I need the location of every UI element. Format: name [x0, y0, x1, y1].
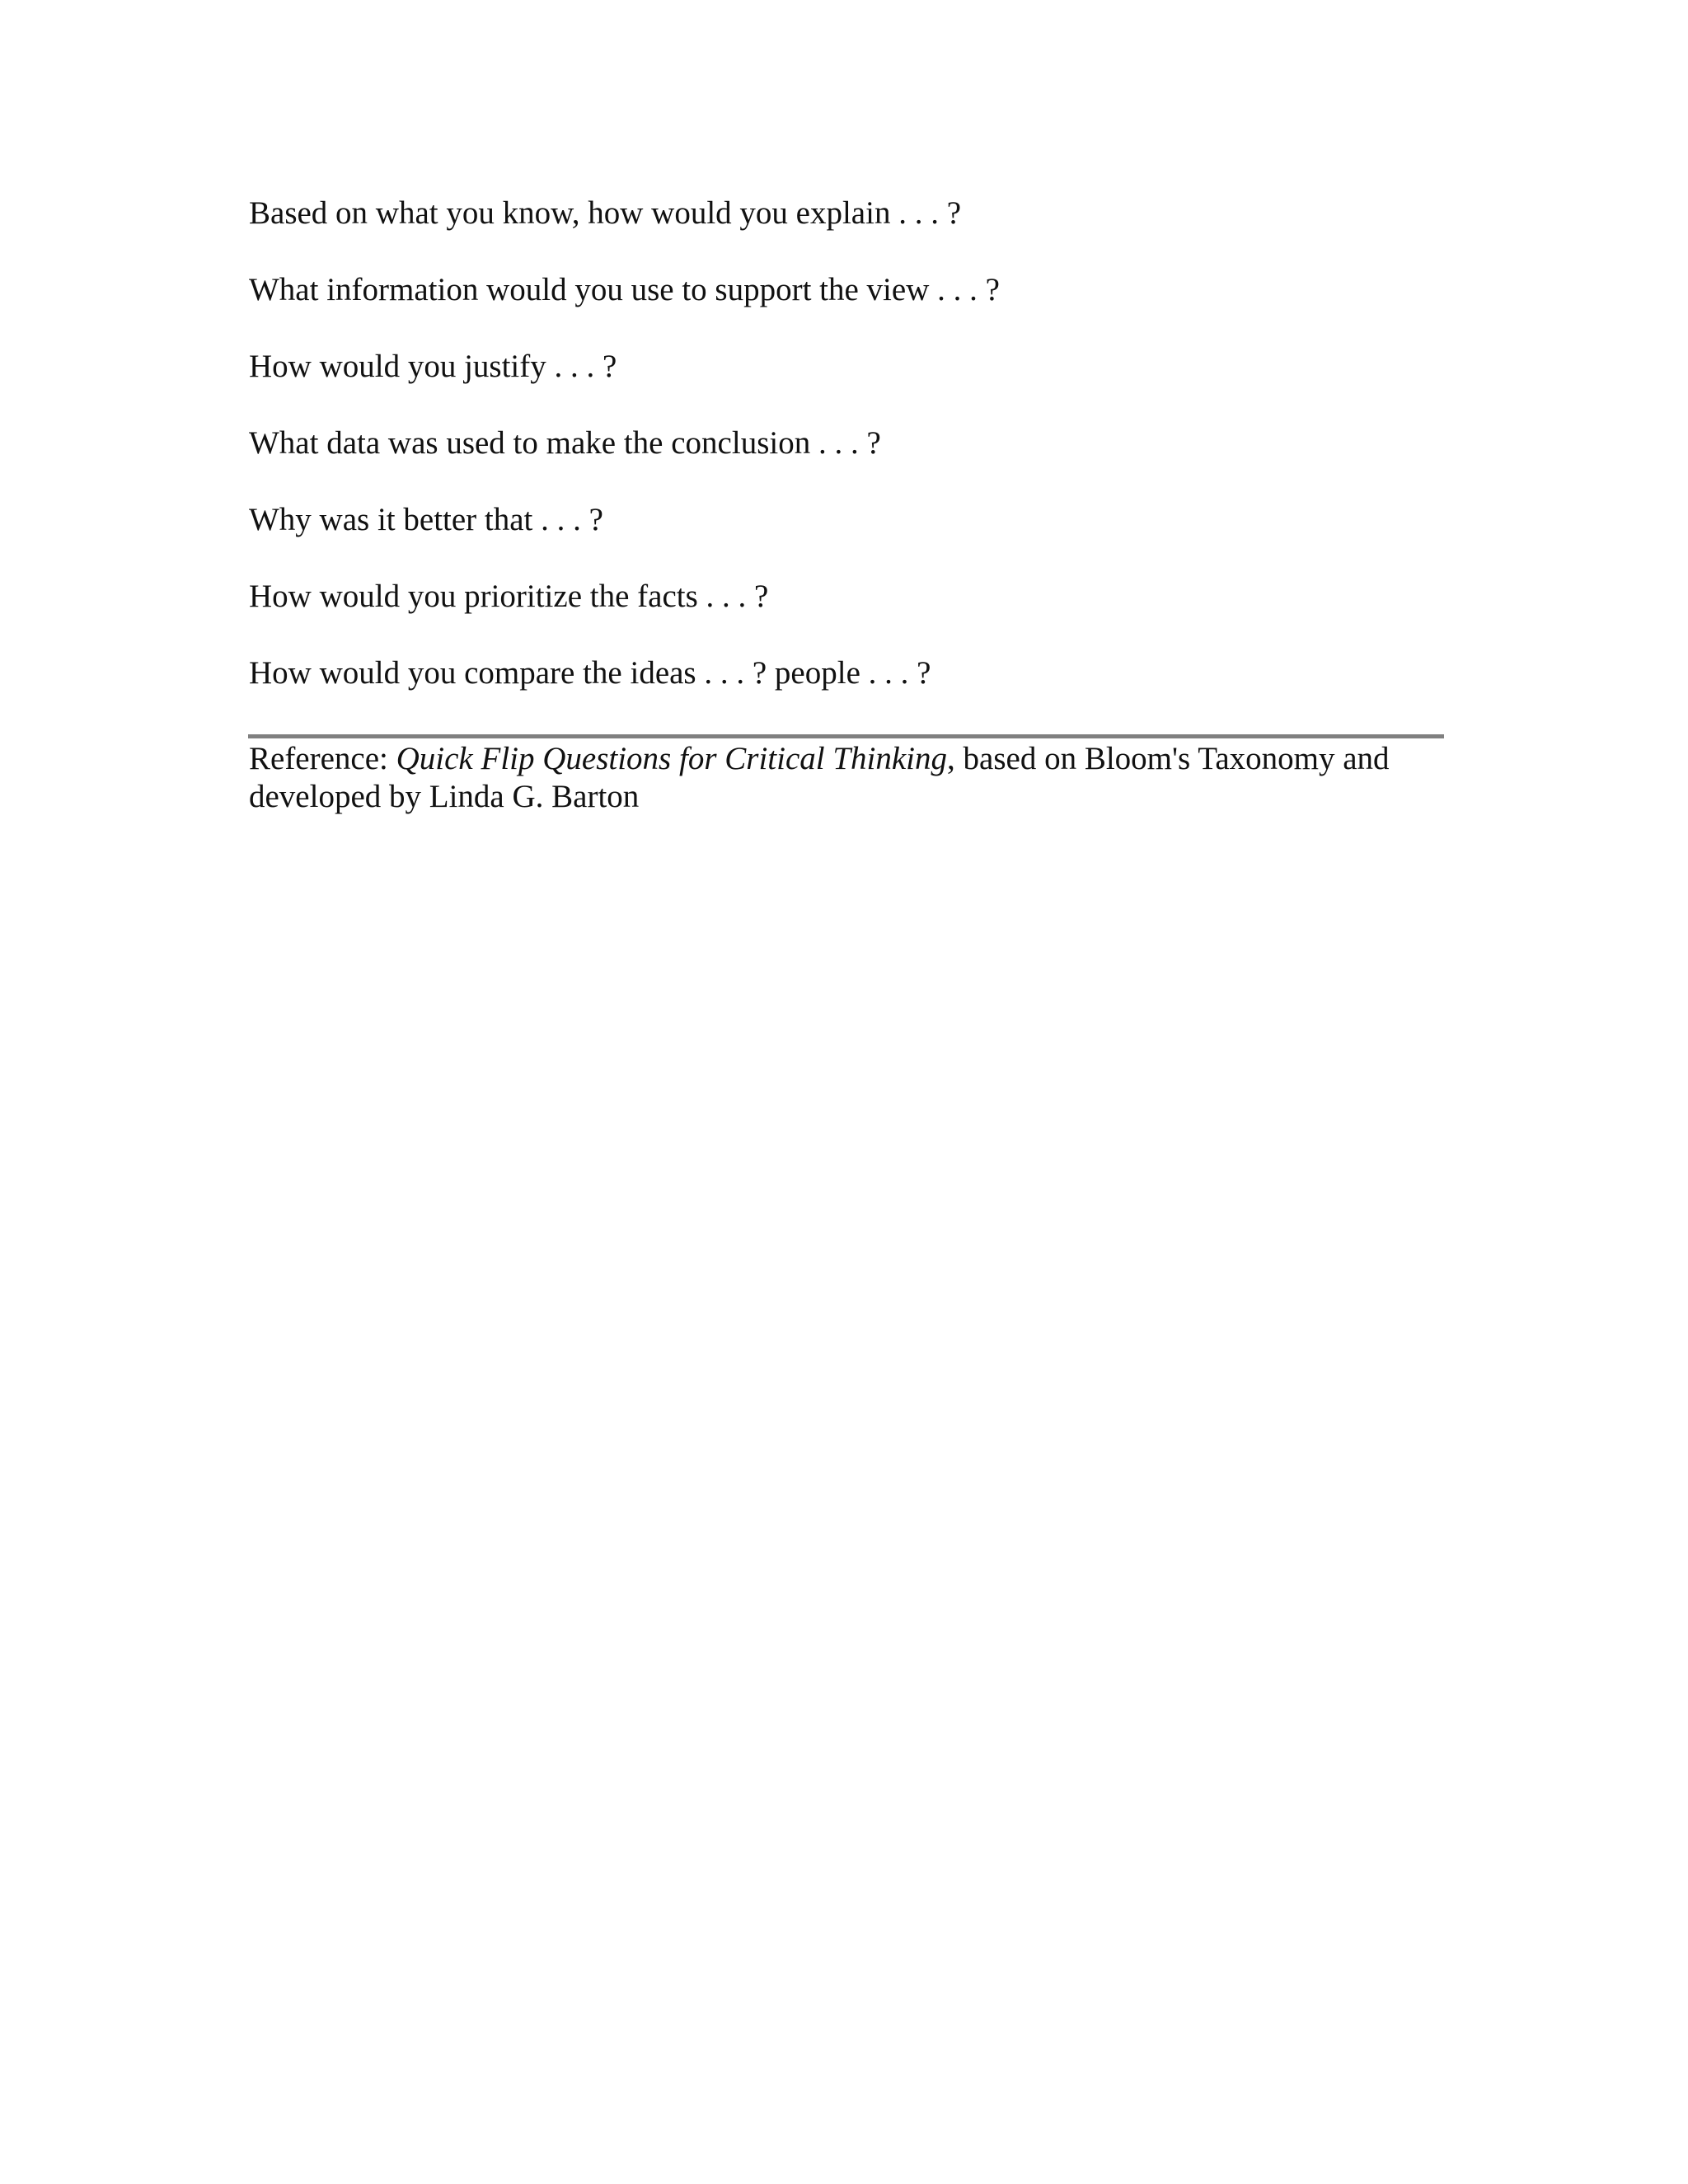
- question-item: Why was it better that . . . ?: [249, 502, 603, 537]
- reference-rest: , based on Bloom's Taxonomy and developed by Linda G. Barton: [249, 741, 1390, 814]
- horizontal-divider: [248, 734, 1444, 738]
- reference-title: Quick Flip Questions for Critical Thinking: [396, 741, 948, 776]
- question-item: Based on what you know, how would you explain . . . ?: [249, 195, 962, 231]
- reference-citation: [249, 740, 1442, 816]
- question-item: What information would you use to support the view . . . ?: [249, 272, 1000, 307]
- question-item: How would you prioritize the facts . . . ?: [249, 579, 769, 614]
- question-item: How would you justify . . . ?: [249, 349, 617, 384]
- question-item: How would you compare the ideas . . . ? people . . . ?: [249, 655, 931, 691]
- question-list: [249, 194, 1442, 692]
- reference-label: Reference:: [249, 741, 396, 776]
- question-item: What data was used to make the conclusion . . . ?: [249, 425, 881, 461]
